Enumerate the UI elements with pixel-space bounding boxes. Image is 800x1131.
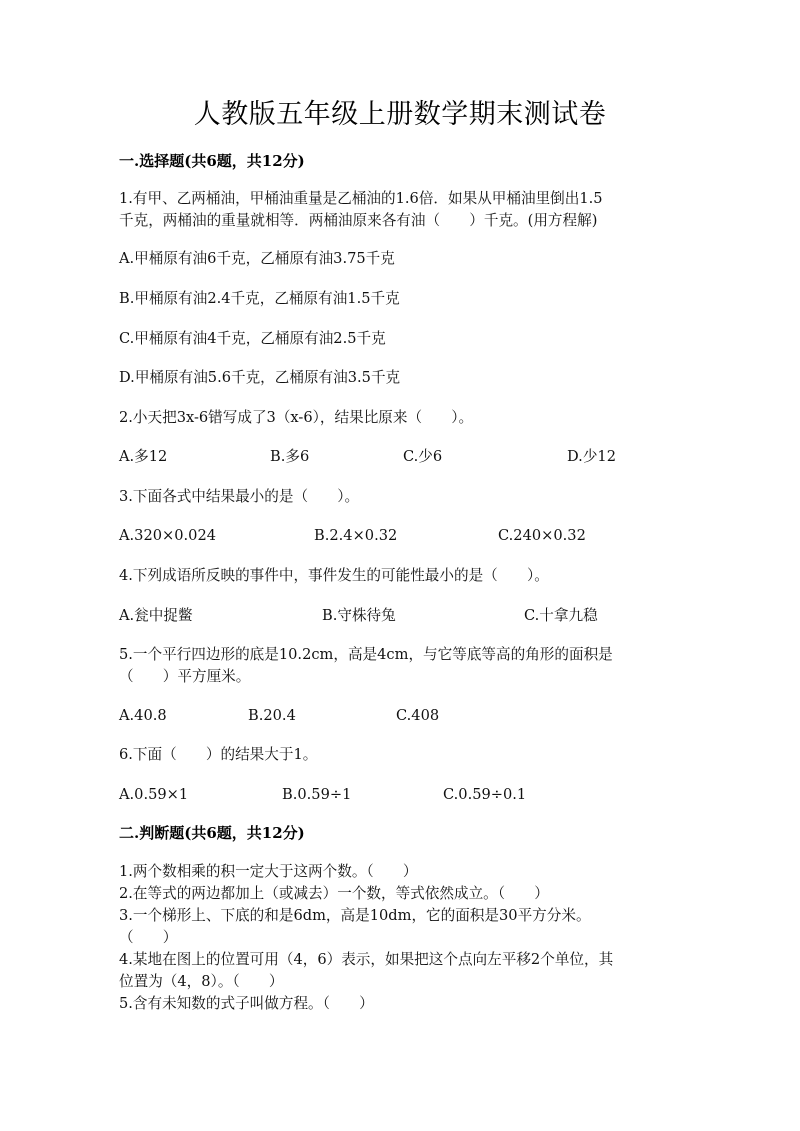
- judge-line-3-cont: （ ）: [119, 929, 178, 946]
- q2-option-d: D.少12: [567, 448, 616, 465]
- q1-option-d: D.甲桶原有油5.6千克，乙桶原有油3.5千克: [119, 369, 401, 386]
- q1-text-line1: 1.有甲、乙两桶油，甲桶油重量是乙桶油的1.6倍．如果从甲桶油里倒出1.5: [119, 190, 603, 207]
- q2-option-c: C.少6: [403, 448, 443, 465]
- q1-text-line2: 千克，两桶油的重量就相等．两桶油原来各有油（ ）千克。(用方程解): [119, 212, 598, 229]
- judge-line-4: 4.某地在图上的位置可用（4，6）表示，如果把这个点向左平移2个单位，其: [119, 951, 614, 968]
- q2-option-a: A.多12: [119, 448, 168, 465]
- q5-option-b: B.20.4: [248, 707, 296, 724]
- q1-option-c: C.甲桶原有油4千克，乙桶原有油2.5千克: [119, 330, 386, 347]
- q5-text-line1: 5.一个平行四边形的底是10.2cm，高是4cm，与它等底等高的角形的面积是: [119, 646, 613, 663]
- q5-option-a: A.40.8: [119, 707, 167, 724]
- q2-option-b: B.多6: [270, 448, 310, 465]
- q4-text: 4.下列成语所反映的事件中，事件发生的可能性最小的是（ ）。: [119, 567, 549, 584]
- q6-option-a: A.0.59×1: [119, 786, 189, 803]
- q4-option-a: A.瓮中捉鳖: [119, 607, 193, 624]
- q1-option-b: B.甲桶原有油2.4千克，乙桶原有油1.5千克: [119, 290, 400, 307]
- q5-text-line2: （ ）平方厘米。: [119, 668, 251, 685]
- q1-option-a: A.甲桶原有油6千克，乙桶原有油3.75千克: [119, 250, 395, 267]
- page-title: 人教版五年级上册数学期末测试卷: [193, 99, 607, 130]
- q6-option-c: C.0.59÷0.1: [443, 786, 527, 803]
- judge-line-5: 5.含有未知数的式子叫做方程。（ ）: [119, 995, 374, 1012]
- q3-option-a: A.320×0.024: [119, 527, 217, 544]
- q3-text: 3.下面各式中结果最小的是（ ）。: [119, 488, 360, 505]
- section-heading-choice: 一.选择题(共6题，共12分): [119, 152, 305, 170]
- q2-text: 2.小天把3x-6错写成了3（x-6），结果比原来（ ）。: [119, 409, 474, 426]
- q6-option-b: B.0.59÷1: [282, 786, 352, 803]
- section-heading-judgement: 二.判断题(共6题，共12分): [119, 824, 305, 842]
- q5-option-c: C.408: [396, 707, 440, 724]
- judge-line-3: 3.一个梯形上、下底的和是6dm，高是10dm，它的面积是30平方分米。: [119, 907, 591, 924]
- q4-option-c: C.十拿九稳: [524, 607, 598, 624]
- q6-text: 6.下面（ ）的结果大于1。: [119, 746, 318, 763]
- judge-line-4-cont: 位置为（4，8）。（ ）: [119, 973, 284, 990]
- q3-option-c: C.240×0.32: [498, 527, 586, 544]
- judge-line-1: 1.两个数相乘的积一定大于这两个数。（ ）: [119, 863, 418, 880]
- q4-option-b: B.守株待兔: [322, 607, 396, 624]
- q3-option-b: B.2.4×0.32: [314, 527, 398, 544]
- judge-line-2: 2.在等式的两边都加上（或减去）一个数，等式依然成立。（ ）: [119, 885, 549, 902]
